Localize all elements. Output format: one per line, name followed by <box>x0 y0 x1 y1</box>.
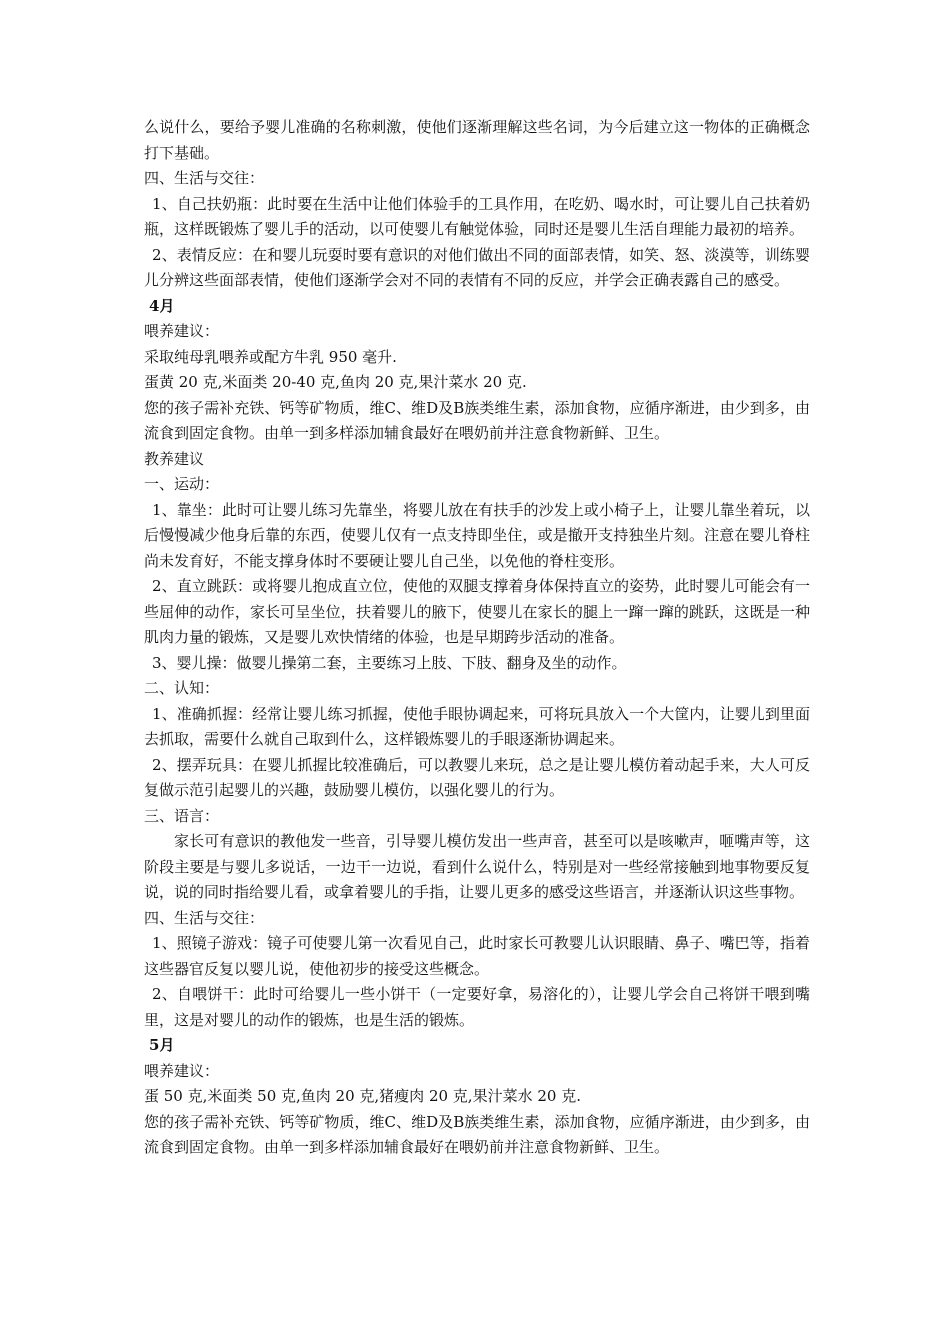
paragraph: 2、直立跳跃：或将婴儿抱成直立位，使他的双腿支撑着身体保持直立的姿势，此时婴儿可能会有一些屈伸的动作，家长可呈坐位，扶着婴儿的腋下，使婴儿在家长的腿上一蹿一蹿的跳跃，这既是一种肌肉力量的锻炼，又是婴儿欢快情绪的体验，也是早期跨步活动的准备。 <box>144 577 810 646</box>
month-unit: 月 <box>159 296 175 315</box>
paragraph: 1、靠坐：此时可让婴儿练习先靠坐，将婴儿放在有扶手的沙发上或小椅子上，让婴儿靠坐着玩，以后慢慢减少他身后靠的东西，使婴儿仅有一点支持即坐住，或是撤开支持独坐片刻。注意在婴儿脊柱尚未发育好，不能支撑身体时不要硬让婴儿自己坐，以免他的脊柱变形。 <box>144 500 810 570</box>
section-heading: 一、运动： <box>144 475 220 493</box>
month-unit: 月 <box>159 1036 175 1054</box>
paragraph: 1、照镜子游戏：镜子可使婴儿第一次看见自己，此时家长可教婴儿认识眼睛、鼻子、嘴巴等，指着这些器官反复以婴儿说，使他初步的接受这些概念。 <box>144 934 810 978</box>
paragraph: 2、表情反应：在和婴儿玩耍时要有意识的对他们做出不同的面部表情，如笑、怒、淡漠等，训练婴儿分辨这些面部表情，使他们逐渐学会对不同的表情有不同的反应，并学会正确表露自己的感受。 <box>144 245 810 289</box>
paragraph: 2、摆弄玩具：在婴儿抓握比较准确后，可以教婴儿来玩，总之是让婴儿模仿着动起手来，大人可反复做示范引起婴儿的兴趣，鼓励婴儿模仿，以强化婴儿的行为。 <box>144 755 810 799</box>
paragraph: 采取纯母乳喂养或配方牛乳 950 毫升. <box>144 347 397 366</box>
paragraph: 您的孩子需补充铁、钙等矿物质，维C、维D及B族类维生素，添加食物，应循序渐进，由少到多，由流食到固定食物。由单一到多样添加辅食最好在喂奶前并注意食物新鲜、卫生。 <box>144 1112 810 1156</box>
document-body <box>144 115 810 1161</box>
month-number: 5 <box>149 1036 160 1054</box>
section-heading: 教养建议 <box>144 449 205 468</box>
section-heading: 四、生活与交往： <box>144 908 265 927</box>
section-heading: 二、认知： <box>144 679 220 697</box>
paragraph: 蛋 50 克,米面类 50 克,鱼肉 20 克,猪瘦肉 20 克,果汁菜水 20 克. <box>144 1087 581 1105</box>
paragraph: 3、婴儿操：做婴儿操第二套，主要练习上肢、下肢、翻身及坐的动作。 <box>152 653 627 672</box>
section-heading: 三、语言： <box>144 806 220 825</box>
paragraph: 么说什么，要给予婴儿准确的名称刺激，使他们逐渐理解这些名词，为今后建立这一物体的正确概念打下基础。 <box>144 118 810 162</box>
paragraph: 家长可有意识的教他发一些音，引导婴儿模仿发出一些声音，甚至可以是咳嗽声，咂嘴声等，这阶段主要是与婴儿多说话，一边干一边说，看到什么说什么，特别是对一些经常接触到地事物要反复说，说的同时指给婴儿看，或拿着婴儿的手指，让婴儿更多的感受这些语言，并逐渐认识这些事物。 <box>144 832 810 901</box>
paragraph: 1、自己扶奶瓶：此时要在生活中让他们体验手的工具作用，在吃奶、喝水时，可让婴儿自己扶着奶瓶，这样既锻炼了婴儿手的活动，以可使婴儿有触觉体验，同时还是婴儿生活自理能力最初的培养。 <box>144 194 810 238</box>
paragraph: 2、自喂饼干：此时可给婴儿一些小饼干（一定要好拿，易溶化的），让婴儿学会自己将饼干喂到嘴里，这是对婴儿的动作的锻炼，也是生活的锻炼。 <box>144 985 810 1029</box>
paragraph: 1、准确抓握：经常让婴儿练习抓握，使他手眼协调起来，可将玩具放入一个大筐内，让婴儿到里面去抓取，需要什么就自己取到什么，这样锻炼婴儿的手眼逐渐协调起来。 <box>144 704 810 748</box>
paragraph: 您的孩子需补充铁、钙等矿物质，维C、维D及B族类维生素，添加食物，应循序渐进，由少到多，由流食到固定食物。由单一到多样添加辅食最好在喂奶前并注意食物新鲜、卫生。 <box>144 398 810 442</box>
section-heading: 四、生活与交往： <box>144 169 265 187</box>
month-number: 4 <box>149 296 160 315</box>
paragraph: 蛋黄 20 克,米面类 20-40 克,鱼肉 20 克,果汁菜水 20 克. <box>144 373 527 391</box>
section-heading: 喂养建议： <box>144 322 220 340</box>
month-heading-5 <box>144 1033 810 1059</box>
month-heading-4 <box>144 294 810 320</box>
section-heading: 喂养建议： <box>144 1061 220 1080</box>
